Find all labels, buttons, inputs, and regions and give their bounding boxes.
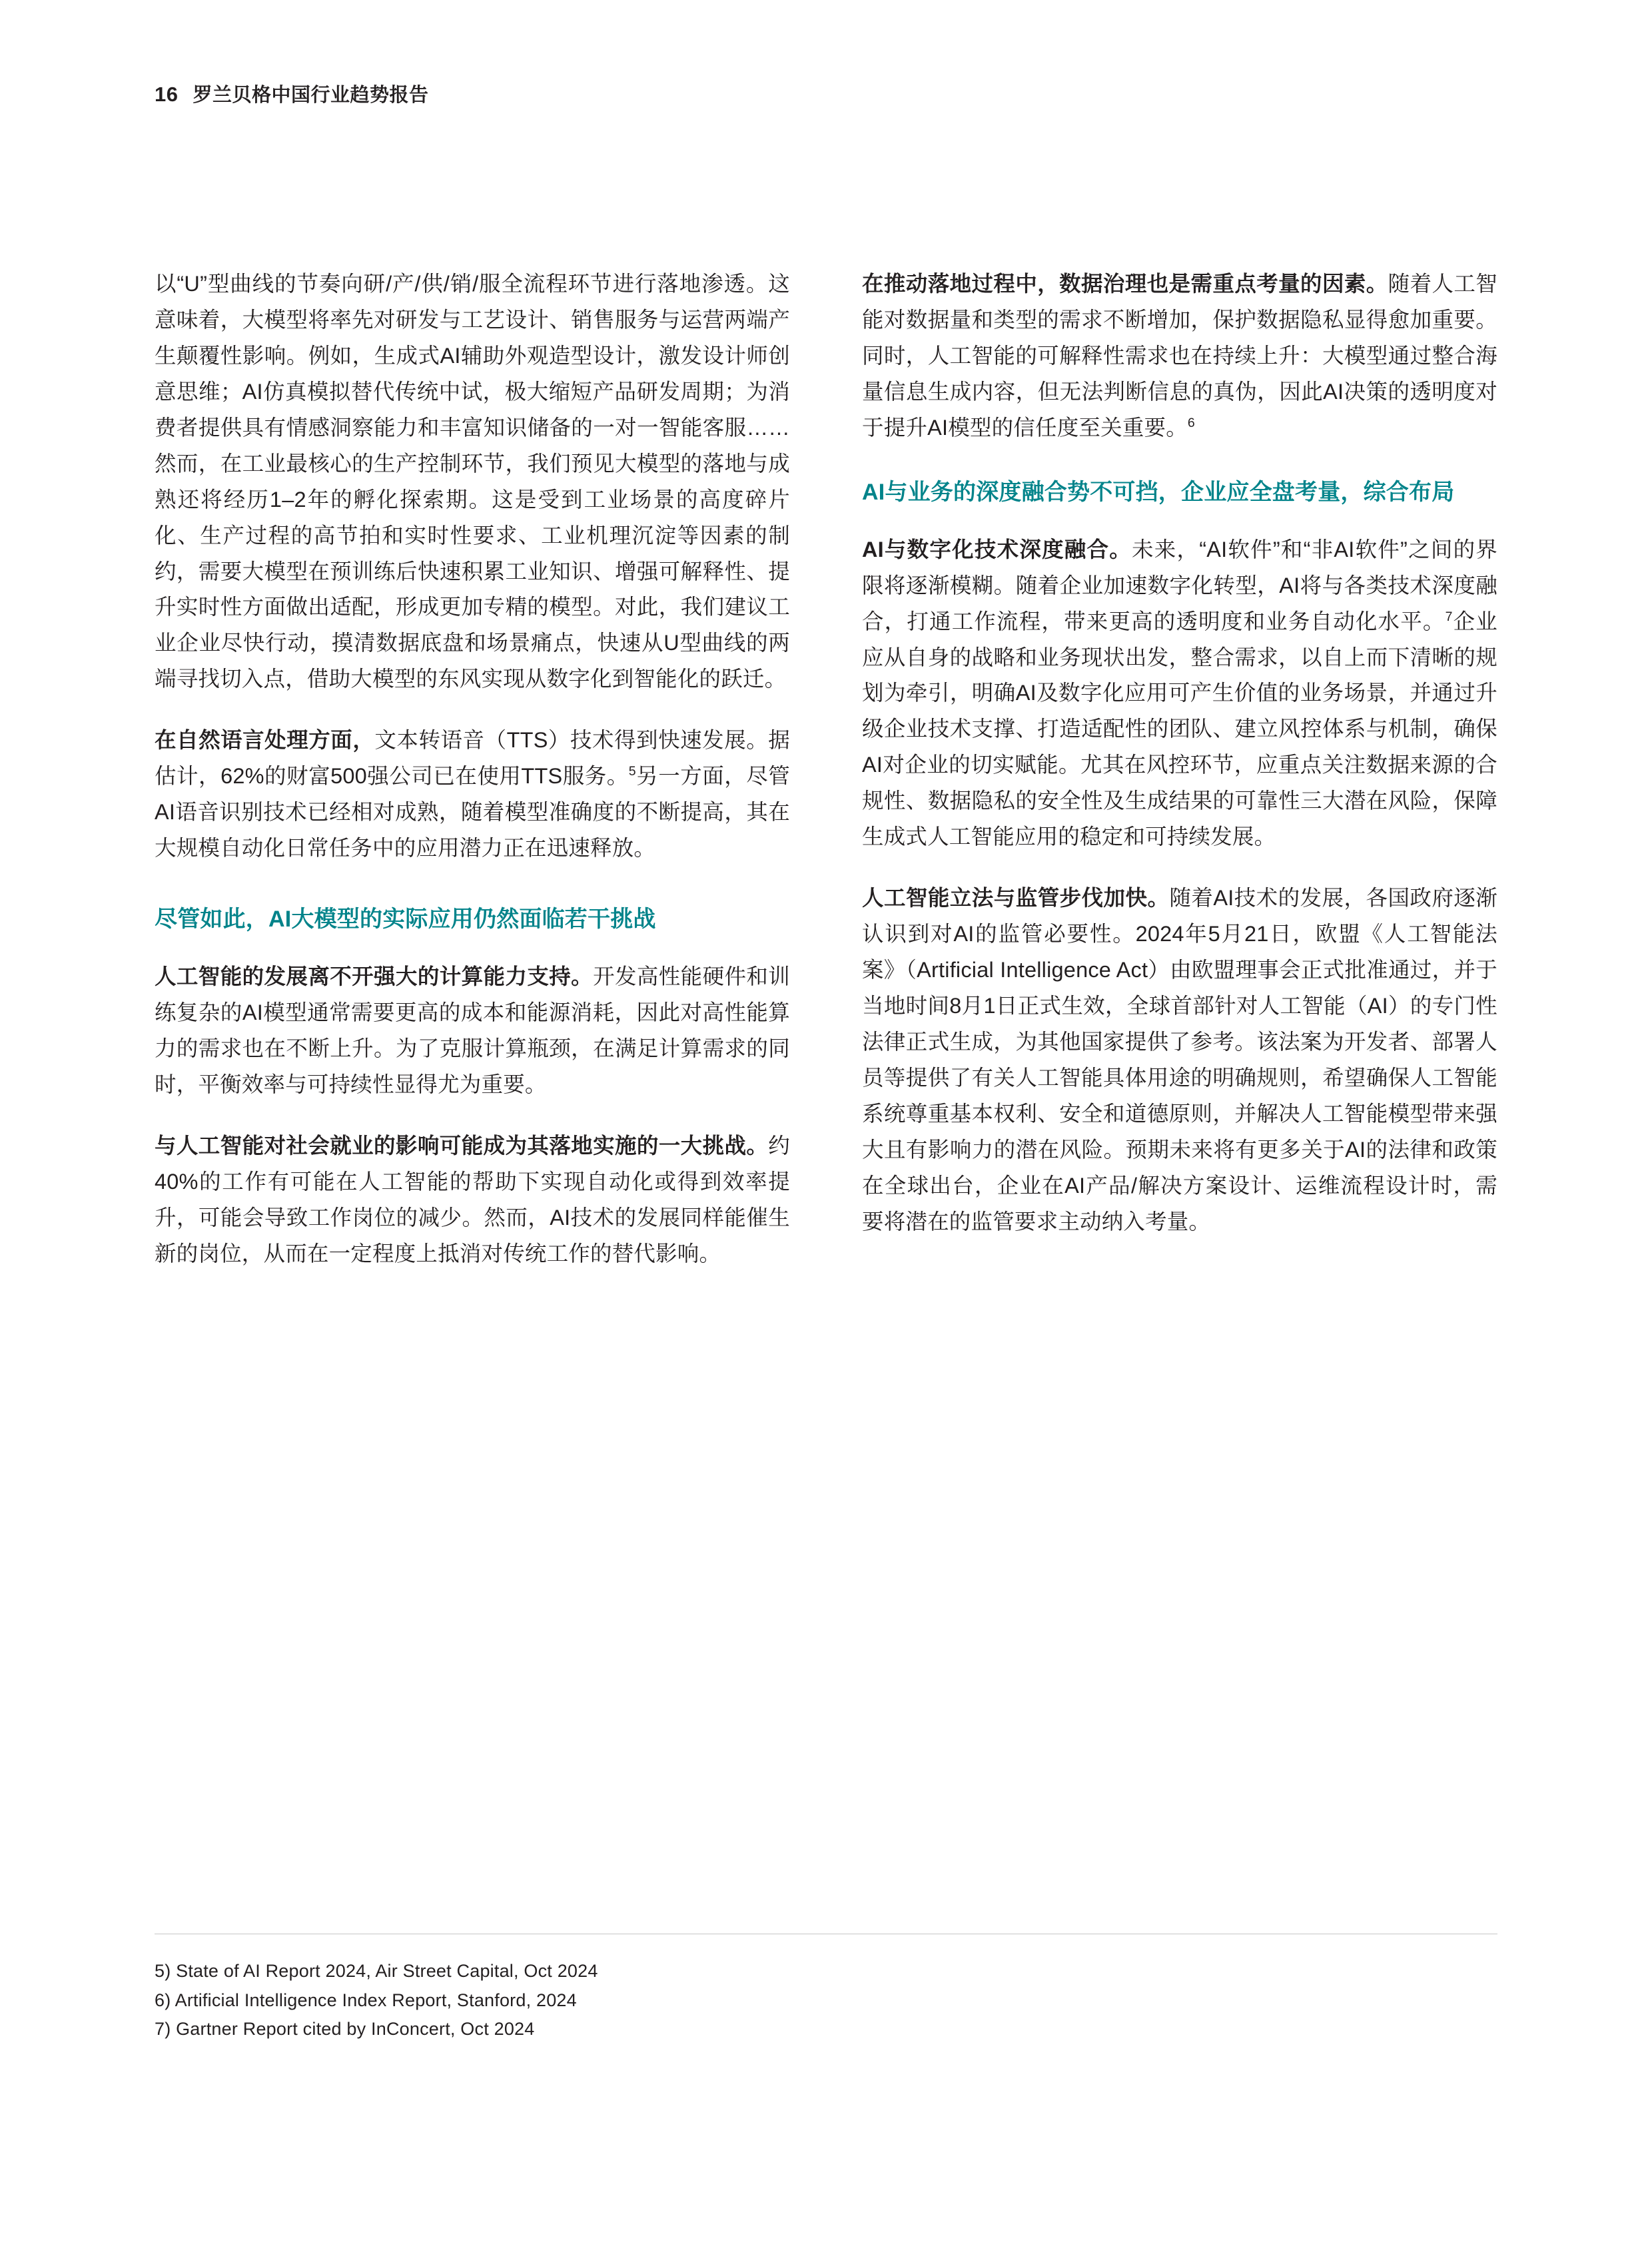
content-columns xyxy=(155,266,1497,1272)
footnote-7: 7) Gartner Report cited by InConcert, Oct 2024 xyxy=(155,2019,535,2040)
paragraph-lead: AI与数字化技术深度融合。 xyxy=(862,537,1132,561)
header-title: 罗兰贝格中国行业趋势报告 xyxy=(193,85,429,106)
paragraph-text-cont: 另一方面，尽管AI语音识别技术已经相对成熟，随着模型准确度的不断提高，其在大规模自动化日常任务中的应用潜力正在迅速释放。 xyxy=(155,764,791,861)
paragraph-lead: 与人工智能对社会就业的影响可能成为其落地实施的一大挑战。 xyxy=(155,1133,769,1158)
paragraph-compute xyxy=(155,959,790,1103)
paragraph-digital-fusion xyxy=(862,532,1497,855)
page-header xyxy=(155,80,429,107)
paragraph-continued: 以“U”型曲线的节奏向研/产/供/销/服全流程环节进行落地渗透。这意味着，大模型将率先对研发与工艺设计、销售服务与运营两端产生颠覆性影响。例如，生成式AI辅助外观造型设计，激发设计师创意思维；AI仿真模拟替代传统中试，极大缩短产品研发周期；为消费者提供具有情感洞察能力和丰富知识储备的一对一智能客服……然而，在工业最核心的生产控制环节，我们预见大模型的落地与成熟还将经历1–2年的孵化探索期。这是受到工业场景的高度碎片化、生产过程的高节拍和实时性要求、工业机理沉淀等因素的制约，需要大模型在预训练后快速积累工业知识、增强可解释性、提升实时性方面做出适配，形成更加专精的模型。对此，我们建议工业企业尽快行动，摸清数据底盘和场景痛点，快速从U型曲线的两端寻找切入点，借助大模型的东风实现从数字化到智能化的跃迁。 xyxy=(155,272,790,691)
section-heading-integration: AI与业务的深度融合势不可挡，企业应全盘考量，综合布局 xyxy=(862,479,1455,505)
paragraph-text: 开发高性能硬件和训练复杂的AI模型通常需要更高的成本和能源消耗，因此对高性能算力的需求也在不断上升。为了克服计算瓶颈，在满足计算需求的同时，平衡效率与可持续性显得尤为重要。 xyxy=(155,964,790,1096)
paragraph-text: 文本转语音（TTS）技术得到快速发展。据估计，62%的财富500强公司已在使用TTS服务。 xyxy=(155,728,790,789)
paragraph-lead: 在自然语言处理方面， xyxy=(155,728,375,753)
paragraph-text: 随着AI技术的发展，各国政府逐渐认识到对AI的监管必要性。2024年5月21日，欧盟《人工智能法案》（Artificial Intelligence Act）由欧盟理事会正式批准通过，并于当地时间8月1日正式生效，全球首部针对人工智能（AI）的专门性法律正式生成，为其他国家提供了参考。该法案为开发者、部署人员等提供了有关人工智能具体用途的明确规则，希望确保人工智能系统尊重基本权利、安全和道德原则，并解决人工智能模型带来强大且有影响力的潜在风险。预期未来将有更多关于AI的法律和政策在全球出台，企业在AI产品/解决方案设计、运维流程设计时，需要将潜在的监管要求主动纳入考量。 xyxy=(862,886,1497,1234)
footnote-ref-6: 6 xyxy=(1187,415,1195,430)
page-number: 16 xyxy=(155,83,179,106)
footnote-5: 5) State of AI Report 2024, Air Street Capital, Oct 2024 xyxy=(155,1961,598,1981)
paragraph-text: 未来，“AI软件”和“非AI软件”之间的界限将逐渐模糊。随着企业加速数字化转型，AI将与各类技术深度融合，打通工作流程，带来更高的透明度和业务自动化水平。 xyxy=(862,537,1497,633)
paragraph-text: 随着人工智能对数据量和类型的需求不断增加，保护数据隐私显得愈加重要。同时，人工智能的可解释性需求也在持续上升：大模型通过整合海量信息生成内容，但无法判断信息的真伪，因此AI决策的透明度对于提升AI模型的信任度至关重要。 xyxy=(862,272,1497,440)
paragraph-text: 约40%的工作有可能在人工智能的帮助下实现自动化或得到效率提升，可能会导致工作岗位的减少。然而，AI技术的发展同样能催生新的岗位，从而在一定程度上抵消对传统工作的替代影响。 xyxy=(155,1133,790,1266)
left-column xyxy=(155,266,790,1272)
paragraph-lead: 在推动落地过程中，数据治理也是需重点考量的因素。 xyxy=(862,272,1388,296)
footnote-6: 6) Artificial Intelligence Index Report, Stanford, 2024 xyxy=(155,1990,577,2010)
footnote-ref-7: 7 xyxy=(1445,609,1453,624)
section-heading-challenges: 尽管如此，AI大模型的实际应用仍然面临若干挑战 xyxy=(155,907,656,932)
paragraph-data-governance xyxy=(862,266,1497,446)
paragraph-lead: 人工智能的发展离不开强大的计算能力支持。 xyxy=(155,964,594,988)
paragraph-employment xyxy=(155,1128,790,1272)
paragraph-lead: 人工智能立法与监管步伐加快。 xyxy=(862,886,1170,911)
paragraph-text-cont: 企业应从自身的战略和业务现状出发，整合需求，以自上而下清晰的规划为牵引，明确AI及数字化应用可产生价值的业务场景，并通过升级企业技术支撑、打造适配性的团队、建立风控体系与机制，确保AI对企业的切实赋能。尤其在风控环节，应重点关注数据来源的合规性、数据隐私的安全性及生成结果的可靠性三大潜在风险，保障生成式人工智能应用的稳定和可持续发展。 xyxy=(862,609,1497,849)
footnotes xyxy=(155,1957,1497,2044)
paragraph-nlp xyxy=(155,723,790,867)
right-column xyxy=(862,266,1497,1272)
footnote-ref-5: 5 xyxy=(628,764,636,779)
paragraph-legislation xyxy=(862,881,1497,1240)
